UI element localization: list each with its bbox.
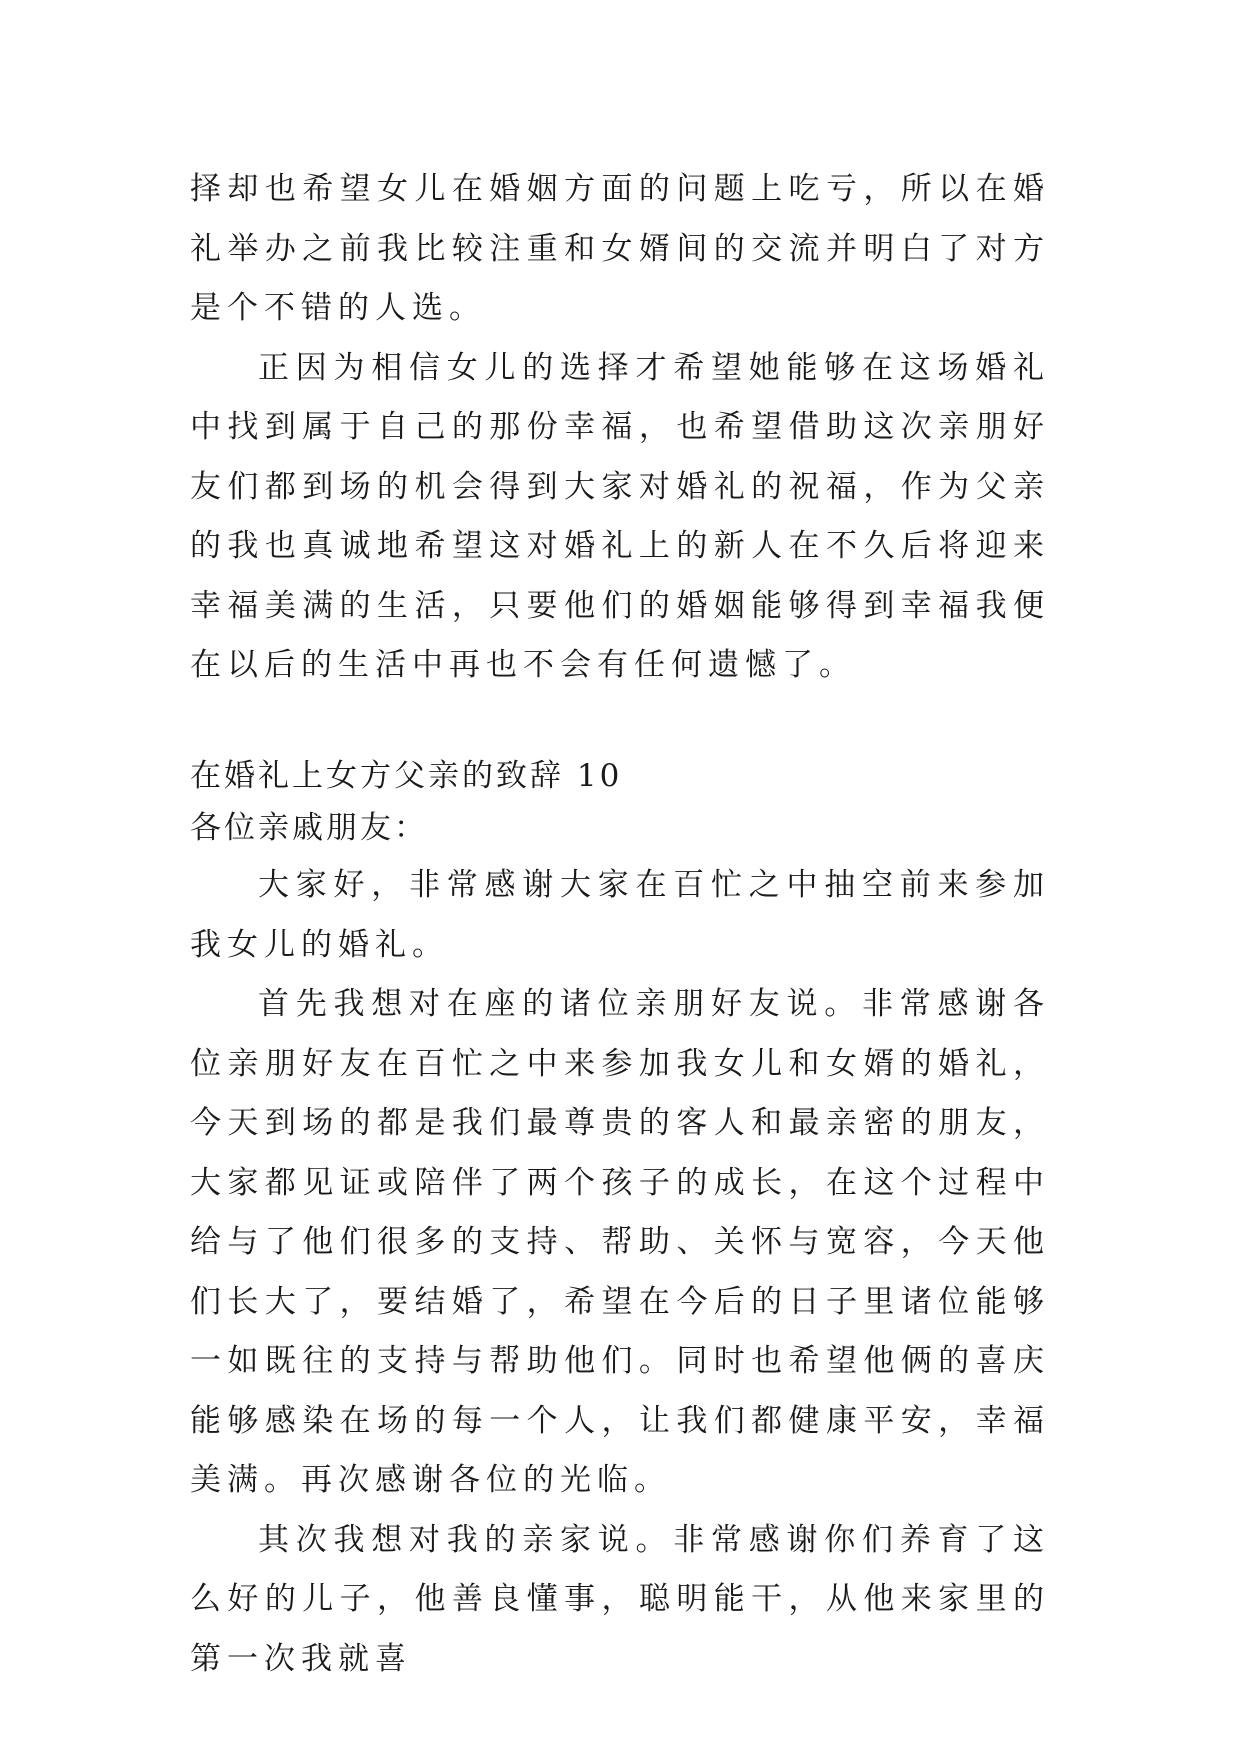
salutation: 各位亲戚朋友： [190, 810, 428, 846]
paragraph-blessing: 正因为相信女儿的选择才希望她能够在这场婚礼中找到属于自己的那份幸福，也希望借助这次亲朋好友们都到场的机会得到大家对婚礼的祝福，作为父亲的我也真诚地希望这对婚礼上的新人在不久后将迎来幸福美满的生活，只要他们的婚姻能够得到幸福我便在以后的生活中再也不会有任何遗憾了。 [190, 349, 1050, 683]
section-heading: 在婚礼上女方父亲的致辞 10 [190, 758, 623, 794]
paragraph-greeting: 大家好，非常感谢大家在百忙之中抽空前来参加我女儿的婚礼。 [190, 867, 1050, 963]
speech-header [190, 750, 1050, 854]
paragraph-continued: 择却也希望女儿在婚姻方面的问题上吃亏，所以在婚礼举办之前我比较注重和女婿间的交流并明白了对方是个不错的人选。 [190, 171, 1050, 326]
paragraph-guests: 首先我想对在座的诸位亲朋好友说。非常感谢各位亲朋好友在百忙之中来参加我女儿和女婿的婚礼，今天到场的都是我们最尊贵的客人和最亲密的朋友，大家都见证或陪伴了两个孩子的成长，在这个过程中给与了他们很多的支持、帮助、关怀与宽容，今天他们长大了，要结婚了，希望在今后的日子里诸位能够一如既往的支持与帮助他们。同时也希望他俩的喜庆能够感染在场的每一个人，让我们都健康平安，幸福美满。再次感谢各位的光临。 [190, 986, 1050, 1498]
speech-body [190, 856, 1050, 1689]
intro-section [190, 160, 1050, 696]
paragraph-in-laws: 其次我想对我的亲家说。非常感谢你们养育了这么好的儿子，他善良懂事，聪明能干，从他来家里的第一次我就喜 [190, 1521, 1050, 1677]
